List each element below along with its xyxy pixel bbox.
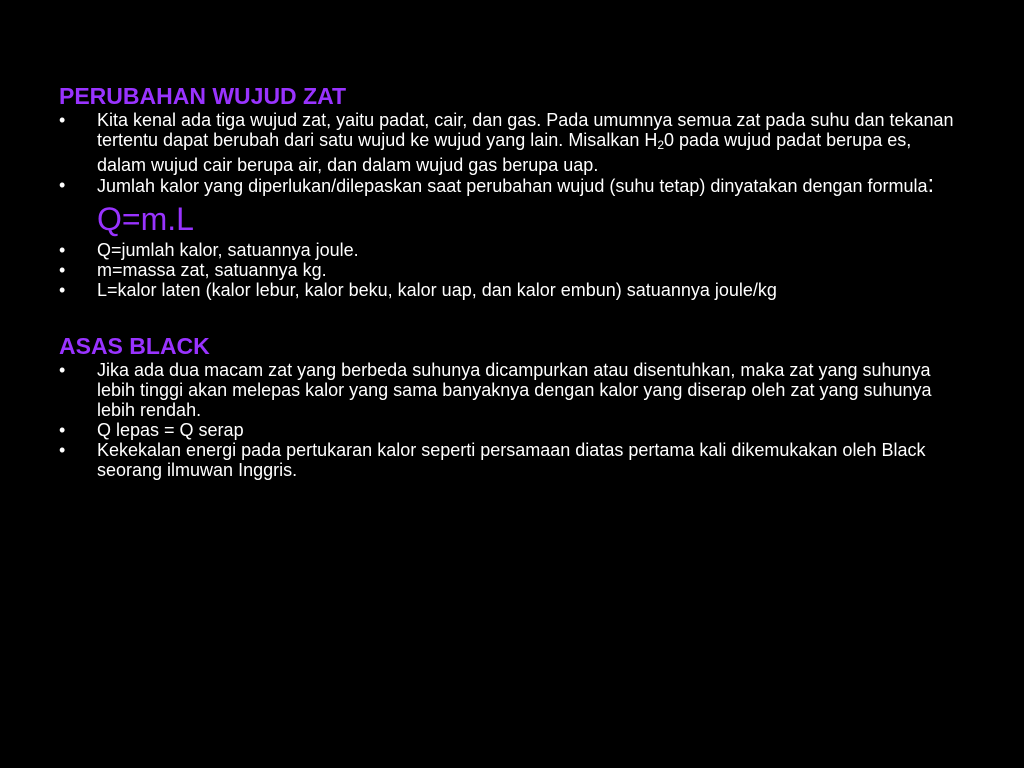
item-text-continued: 0 pada wujud padat berupa es, dalam wujud cair berupa air, dan dalam wujud gas berupa uap. [97,130,912,175]
bullet-icon: • [59,110,66,130]
list-item [59,240,959,260]
slide-content [59,82,959,480]
perubahan-wujud-list [59,110,959,196]
list-item [59,360,959,420]
list-item [59,110,959,175]
list-item [59,260,959,280]
section-title-asas-black: ASAS BLACK [59,333,210,359]
bullet-icon: • [59,440,66,460]
subscript: 2 [657,138,665,152]
list-item [59,440,959,480]
bullet-icon: • [59,280,66,300]
list-item [59,420,959,440]
item-colon: : [927,171,935,198]
bullet-icon: • [59,360,66,380]
item-text: Jumlah kalor yang diperlukan/dilepaskan saat perubahan wujud (suhu tetap) dinyatakan dengan formula [97,176,928,196]
item-text: m=massa zat, satuannya kg. [97,260,327,280]
bullet-icon: • [59,260,66,280]
formula-variables-list [59,240,959,300]
item-text: Kita kenal ada tiga wujud zat, yaitu padat, cair, dan gas. Pada umumnya semua zat pada suhu dan tekanan tertentu dapat berubah dari satu wujud ke wujud yang lain. Misalkan H [97,110,954,150]
list-item [59,171,959,198]
bullet-icon: • [59,420,66,440]
item-text: L=kalor laten (kalor lebur, kalor beku, kalor uap, dan kalor embun) satuannya joule/kg [97,280,777,300]
item-text: Q=jumlah kalor, satuannya joule. [97,240,359,260]
item-text: Q lepas = Q serap [97,420,244,440]
item-text: Kekekalan energi pada pertukaran kalor seperti persamaan diatas pertama kali dikemukakan oleh Black seorang ilmuwan Inggris. [97,440,926,480]
bullet-icon: • [59,175,66,195]
bullet-icon: • [59,240,66,260]
item-text: Jika ada dua macam zat yang berbeda suhunya dicampurkan atau disentuhkan, maka zat yang suhunya lebih tinggi akan melepas kalor yang sama banyaknya dengan kalor yang diserap oleh zat yang suhunya lebih rendah. [97,360,932,420]
list-item [59,280,959,300]
formula: Q=m.L [97,201,194,237]
asas-black-list [59,360,959,480]
section-title-perubahan-wujud-zat: PERUBAHAN WUJUD ZAT [59,83,347,109]
